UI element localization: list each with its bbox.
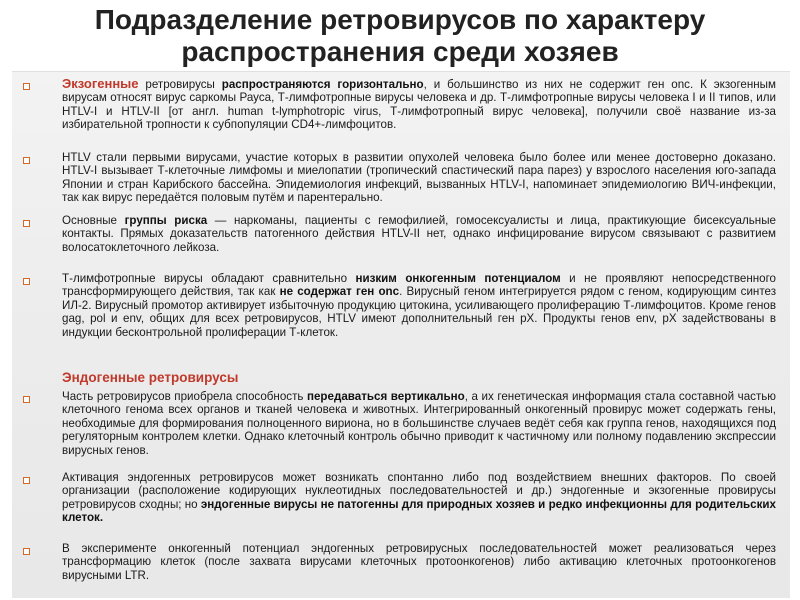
bold-run: не содержат ген onc bbox=[279, 285, 400, 299]
text-run: Активация эндогенных ретровирусов может возникать спонтанно либо под воздействием внешних факторов. По своей организации (расположение кодирующих нуклеотидных последовательностей и др.) эндогенные и экзогенные провирусы ретровирусов сходны; но bbox=[62, 471, 776, 511]
content-panel bbox=[12, 71, 790, 598]
list-item-text: HTLV стали первыми вирусами, участие которых в развитии опухолей человека было более или менее достоверно доказано. HTLV-I вызывает Т-клеточные лимфомы и миелопатии (тропический спастический пара парез) у взрослого населения юго-запада Японии и стран Карибского бассейна. Эпидемиология инфекций, вызванных HTLV-I, напоминает эпидемиологию ВИЧ-инфекции, так как вирус передаётся половым путём и парентерально. bbox=[62, 151, 776, 205]
bold-run: группы риска bbox=[124, 214, 208, 227]
keyword-exogenous: Экзогенные bbox=[62, 76, 139, 91]
text-run: ретровирусы bbox=[138, 78, 222, 91]
list-item-text bbox=[62, 214, 776, 254]
text-run: Т-лимфотропные вирусы обладают сравнительно bbox=[62, 272, 356, 285]
bold-run: низким онкогенным потенциалом bbox=[355, 272, 561, 285]
text-run: , и большинство из них не содержит ген onc. К экзогенным вирусам относят вирус саркомы Рауса, Т-лимфотропные вирусы человека и др. Т-лимфотропные вирусы человека I и II типов, или HTLV-I и HTLV-II [от англ. human t-lymphotropic virus, Т-лимфотропный вирус человека], получили своё название из-за избирательной тропности к субпопуляции CD4+-лимфоцитов. bbox=[62, 78, 776, 132]
bold-run: передаваться вертикально bbox=[306, 390, 465, 403]
list-item-text bbox=[62, 471, 776, 525]
text-run: , а их генетическая информация стала составной частью клеточного генома всех органов и тканей человека и животных. Интегрированный онкогенный провирус может содержать гены, необходимые для формирования полноценного вириона, но в большинстве случаев ведёт себя как группа генов, находящихся под регуляторным контролем клетки. Однако клеточный контроль обычно приводит к частичному или полному подавлению экспрессии вирусных генов. bbox=[62, 390, 776, 457]
text-run: . Вирусный геном интегрируется рядом с геном, кодирующим синтез ИЛ-2. Вирусный промотор активирует избыточную продукцию цитокина, усиливающего пролиферацию Т-лимфоцитов. Кроме генов gag, pol и env, общих для всех ретровирусов, HTLV имеют дополнительный ген pX. Продукты генов env, pX задействованы в индукции бесконтрольной пролиферации Т-клеток. bbox=[62, 285, 777, 339]
square-bullet-icon bbox=[23, 548, 30, 555]
text-run: Основные bbox=[62, 214, 125, 227]
slide-title: Подразделение ретровирусов по характеру распространения среди хозяев bbox=[94, 4, 706, 67]
text-run: Часть ретровирусов приобрела способность bbox=[62, 390, 307, 403]
square-bullet-icon bbox=[23, 220, 30, 227]
list-item-text bbox=[62, 77, 776, 132]
square-bullet-icon bbox=[23, 477, 30, 484]
square-bullet-icon bbox=[23, 83, 30, 90]
text-run: — наркоманы, пациенты с гемофилией, гомосексуалисты и лица, практикующие бисексуальные контакты. Прямых доказательств патогенного действия HTLV-II нет, однако инфицирование вирусом связывают с развитием волосатоклеточного лейкоза. bbox=[62, 214, 776, 254]
bold-run: эндогенные вирусы не патогенны для природных хозяев и редко инфекционны для родительских клеток. bbox=[62, 497, 777, 525]
list-item-text: В эксперименте онкогенный потенциал эндогенных ретровирусных последовательностей может реализоваться через трансформацию клеток (после захвата вирусами клеточных протоонкогенов) либо активацию клеточных протоонкогенов вирусными LTR. bbox=[62, 542, 776, 582]
square-bullet-icon bbox=[23, 157, 30, 164]
bold-run: распространяются горизонтально bbox=[221, 78, 424, 91]
list-item-text bbox=[62, 272, 776, 339]
text-run: и не проявляют непосредственного трансформирующего действия, так как bbox=[62, 272, 777, 299]
square-bullet-icon bbox=[23, 278, 30, 285]
section-heading-endogenous: Эндогенные ретровирусы bbox=[62, 370, 239, 385]
list-item-text bbox=[62, 390, 776, 457]
square-bullet-icon bbox=[23, 396, 30, 403]
